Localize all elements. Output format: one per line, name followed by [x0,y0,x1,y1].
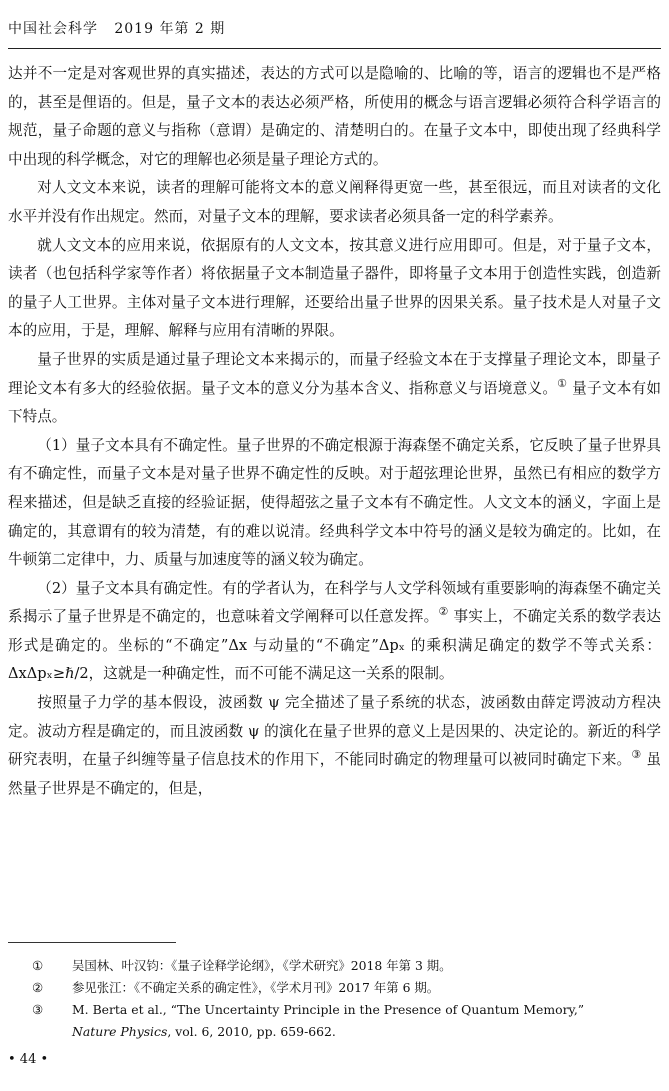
paragraph: 就人文文本的应用来说，依据原有的人文文本，按其意义进行应用即可。但是，对于量子文本，读者（也包括科学家等作者）将依据量子文本制造量子器件，即将量子文本用于创造性实践，创造新的量子人工世界。主体对量子文本进行理解，还要给出量子世界的因果关系。量子技术是人对量子文本的应用，于是，理解、解释与应用有清晰的界限。 [8,236,661,340]
header-rule [8,48,661,49]
footnote-text: 吴国林、叶汉钧：《量子诠释学论纲》，《学术研究》2018 年第 3 期。 [72,958,452,973]
footnote-text: 参见张江：《不确定关系的确定性》，《学术月刊》2017 年第 6 期。 [72,980,440,995]
footnote-text: M. Berta et al., “The Uncertainty Principle in the Presence of Quantum Memory,” [72,1002,585,1017]
footnote-ref-1[interactable]: ① [557,376,568,390]
paragraph: 按照量子力学的基本假设，波函数 ψ 完全描述了量子系统的状态，波函数由薛定谔波动方程决定。波动方程是确定的，而且波函数 ψ 的演化在量子世界的意义上是因果的、决定论的。新近的科学研究表明，在量子纠缠等量子信息技术的作用下，不能同时确定的物理量可以被同时确定下来。③ 虽然量子世界是不确定的，但是， [8,694,661,797]
issue-label: 2019 年第 2 期 [114,21,226,37]
footnote-rule [8,942,176,943]
footnote-mark: ③ [32,1002,44,1017]
paragraph: 对人文文本来说，读者的理解可能将文本的意义阐释得更宽一些，甚至很远，而且对读者的文化水平并没有作出规定。然而，对量子文本的理解，要求读者必须具备一定的科学素养。 [8,179,661,225]
footnote-mark: ① [32,958,44,973]
journal-name: 中国社会科学 [8,21,98,37]
paragraph: （1）量子文本具有不确定性。量子世界的不确定根源于海森堡不确定关系，它反映了量子世界具有不确定性，而量子文本是对量子世界不确定性的反映。对于超弦理论世界，虽然已有相应的数学方程来描述，但是缺乏直接的经验证据，使得超弦之量子文本有不确定性。人文文本的涵义，字面上是确定的，其意谓有的较为清楚，有的难以说清。经典科学文本中符号的涵义是较为确定的。比如，在牛顿第二定律中，力、质量与加速度等的涵义较为确定。 [8,436,661,569]
journal-title: Nature Physics [72,1024,168,1039]
footnote-ref-2[interactable]: ② [438,605,449,619]
footnote-3 [8,999,661,1021]
running-header [8,18,225,38]
paragraph: （2）量子文本具有确定性。有的学者认为，在科学与人文学科领域有重要影响的海森堡不确定关系揭示了量子世界是不确定的，也意味着文学阐释可以任意发挥。② 事实上，不确定关系的数学表达形式是确定的。坐标的“不确定”Δx 与动量的“不确定”Δpₓ 的乘积满足确定的数学不等式关系：ΔxΔpₓ≥ℏ/2，这就是一种确定性，而不可能不满足这一关系的限制。 [8,579,661,683]
footnote-2 [8,977,661,999]
footnote-3-continuation [8,1021,661,1043]
citation-details: , vol. 6, 2010, pp. 659-662. [167,1024,336,1039]
body-text [8,60,661,803]
page-number: • 44 • [8,1052,49,1067]
paragraph: 量子世界的实质是通过量子理论文本来揭示的，而量子经验文本在于支撑量子理论文本，即量子理论文本有多大的经验依据。量子文本的意义分为基本含义、指称意义与语境意义。① 量子文本有如下特点。 [8,350,661,426]
paragraph: 达并不一定是对客观世界的真实描述，表达的方式可以是隐喻的、比喻的等，语言的逻辑也不是严格的，甚至是俚语的。但是，量子文本的表达必须严格，所使用的概念与语言逻辑必须符合科学语言的规范，量子命题的意义与指称（意谓）是确定的、清楚明白的。在量子文本中，即使出现了经典科学中出现的科学概念，对它的理解也必须是量子理论方式的。 [8,65,661,168]
footnote-ref-3[interactable]: ③ [631,748,642,762]
footnotes [8,955,661,1043]
footnote-1 [8,955,661,977]
footnote-mark: ② [32,980,44,995]
